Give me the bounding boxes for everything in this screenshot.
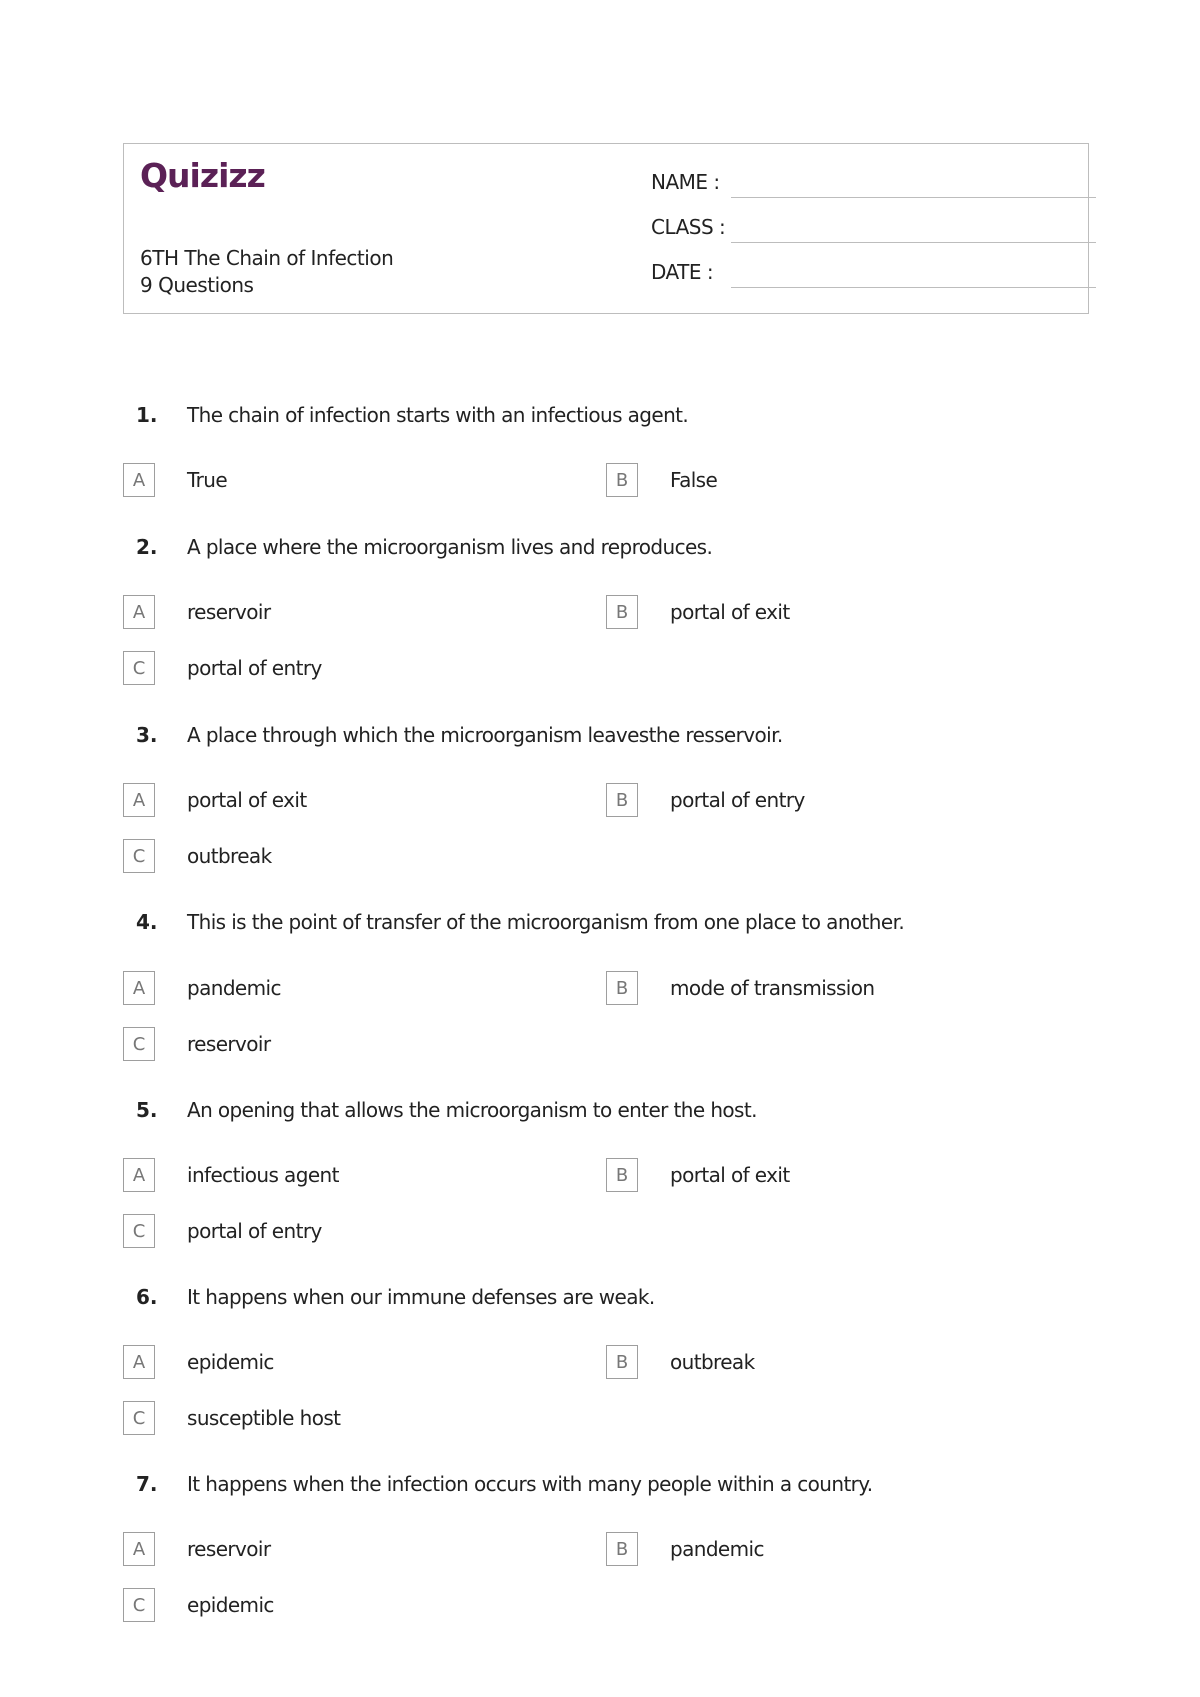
option-text: portal of entry bbox=[670, 788, 805, 812]
name-label: NAME : bbox=[651, 170, 720, 194]
option-letter-box: A bbox=[123, 1532, 155, 1566]
option-text: epidemic bbox=[187, 1593, 274, 1617]
option-letter-box: A bbox=[123, 463, 155, 497]
question-count: 9 Questions bbox=[140, 273, 254, 297]
question-text: It happens when our immune defenses are weak. bbox=[187, 1285, 655, 1309]
option-letter-box: B bbox=[606, 1158, 638, 1192]
question-text: This is the point of transfer of the microorganism from one place to another. bbox=[187, 910, 905, 934]
option-text: False bbox=[670, 468, 718, 492]
option-text: pandemic bbox=[187, 976, 281, 1000]
option-text: reservoir bbox=[187, 1032, 271, 1056]
option-letter-box: B bbox=[606, 783, 638, 817]
question-text: The chain of infection starts with an infectious agent. bbox=[187, 403, 689, 427]
option-letter-box: C bbox=[123, 1401, 155, 1435]
option-text: portal of entry bbox=[187, 656, 322, 680]
option-text: portal of exit bbox=[670, 1163, 790, 1187]
option-letter-box: A bbox=[123, 1158, 155, 1192]
option-letter-box: B bbox=[606, 463, 638, 497]
option-text: True bbox=[187, 468, 228, 492]
question-number: 3. bbox=[136, 723, 158, 747]
question-number: 4. bbox=[136, 910, 158, 934]
date-label: DATE : bbox=[651, 260, 714, 284]
option-letter-box: A bbox=[123, 783, 155, 817]
class-line bbox=[731, 242, 1096, 243]
option-text: portal of entry bbox=[187, 1219, 322, 1243]
date-line bbox=[731, 287, 1096, 288]
option-letter-box: C bbox=[123, 651, 155, 685]
question-text: An opening that allows the microorganism to enter the host. bbox=[187, 1098, 757, 1122]
option-letter-box: B bbox=[606, 1532, 638, 1566]
quizizz-logo: Quizizz bbox=[140, 156, 265, 195]
question-number: 6. bbox=[136, 1285, 158, 1309]
question-number: 5. bbox=[136, 1098, 158, 1122]
quiz-title: 6TH The Chain of Infection bbox=[140, 246, 394, 270]
option-letter-box: B bbox=[606, 595, 638, 629]
question-number: 1. bbox=[136, 403, 158, 427]
option-text: reservoir bbox=[187, 1537, 271, 1561]
question-number: 7. bbox=[136, 1472, 158, 1496]
option-text: portal of exit bbox=[670, 600, 790, 624]
option-letter-box: C bbox=[123, 839, 155, 873]
option-text: mode of transmission bbox=[670, 976, 875, 1000]
option-text: outbreak bbox=[187, 844, 272, 868]
question-number: 2. bbox=[136, 535, 158, 559]
worksheet-header bbox=[123, 143, 1089, 314]
option-letter-box: C bbox=[123, 1588, 155, 1622]
option-letter-box: A bbox=[123, 1345, 155, 1379]
option-text: epidemic bbox=[187, 1350, 274, 1374]
option-text: reservoir bbox=[187, 600, 271, 624]
class-field bbox=[651, 215, 1071, 245]
option-text: susceptible host bbox=[187, 1406, 341, 1430]
date-field bbox=[651, 260, 1071, 290]
option-letter-box: A bbox=[123, 971, 155, 1005]
option-letter-box: C bbox=[123, 1027, 155, 1061]
name-line bbox=[731, 197, 1096, 198]
question-text: It happens when the infection occurs with many people within a country. bbox=[187, 1472, 873, 1496]
option-letter-box: A bbox=[123, 595, 155, 629]
name-field bbox=[651, 170, 1071, 200]
option-text: pandemic bbox=[670, 1537, 764, 1561]
option-letter-box: C bbox=[123, 1214, 155, 1248]
class-label: CLASS : bbox=[651, 215, 726, 239]
option-letter-box: B bbox=[606, 1345, 638, 1379]
option-text: portal of exit bbox=[187, 788, 307, 812]
option-letter-box: B bbox=[606, 971, 638, 1005]
option-text: outbreak bbox=[670, 1350, 755, 1374]
question-text: A place where the microorganism lives and reproduces. bbox=[187, 535, 713, 559]
question-text: A place through which the microorganism leavesthe resservoir. bbox=[187, 723, 783, 747]
option-text: infectious agent bbox=[187, 1163, 339, 1187]
